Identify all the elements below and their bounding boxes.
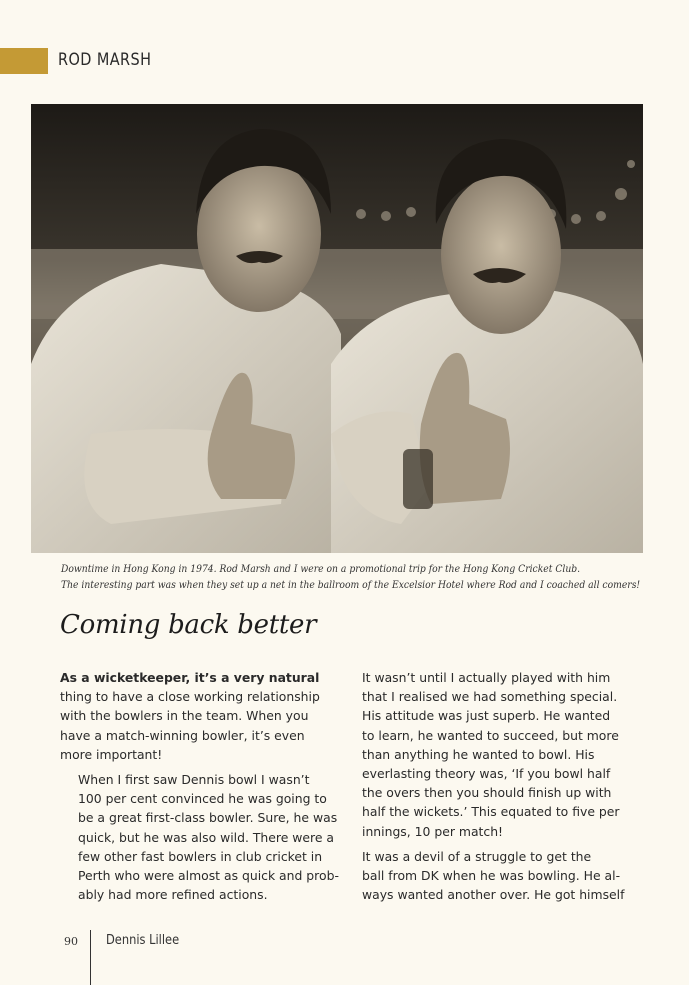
text-line: that I realised we had something special. <box>362 689 618 705</box>
running-footer-author: Dennis Lillee <box>106 933 180 948</box>
photo <box>31 104 643 553</box>
text-line: be a great first-class bowler. Sure, he was <box>78 810 338 826</box>
paragraph <box>60 668 332 764</box>
text-line: When I first saw Dennis bowl I wasn’t <box>78 772 310 788</box>
footer-divider <box>90 930 91 985</box>
photo-caption <box>61 562 641 594</box>
text-line: It wasn’t until I actually played with him <box>362 670 611 685</box>
text-line: It was a devil of a struggle to get the <box>362 848 592 864</box>
article-column-right <box>344 668 625 910</box>
text-line: more important! <box>60 746 163 762</box>
text-line: quick, but he was also wild. There were a <box>78 829 335 845</box>
text-line: have a match-winning bowler, it’s even <box>60 727 305 743</box>
text-line: half the wickets.’ This equated to five per <box>362 804 620 820</box>
text-line: 100 per cent convinced he was going to <box>78 791 327 807</box>
text-line: thing to have a close working relationship <box>60 689 320 705</box>
text-line: innings, 10 per match! <box>362 823 504 839</box>
lead-in: As a wicketkeeper, it’s a very natural <box>60 670 320 685</box>
paragraph <box>344 847 625 905</box>
paragraph <box>344 668 620 841</box>
section-accent-bar <box>0 48 48 74</box>
text-line: to learn, he wanted to succeed, but more <box>362 727 619 743</box>
section-title: ROD MARSH <box>58 50 152 70</box>
text-line: Perth who were almost as quick and prob- <box>78 868 339 884</box>
page-number: 90 <box>64 935 78 948</box>
caption-line: The interesting part was when they set up a net in the ballroom of the Excelsior Hotel where Rod and I coached all comers! <box>61 580 641 591</box>
text-line: with the bowlers in the team. When you <box>60 708 309 724</box>
paragraph <box>60 770 339 904</box>
text-line: the overs then you should finish up with <box>362 785 612 801</box>
caption-line: Downtime in Hong Kong in 1974. Rod Marsh and I were on a promotional trip for the Hong Kong Cricket Club. <box>61 564 581 575</box>
text-line: everlasting theory was, ‘If you bowl half <box>362 766 611 782</box>
text-line: few other fast bowlers in club cricket in <box>78 848 323 864</box>
text-line: ball from DK when he was bowling. He al- <box>362 868 621 884</box>
text-line: His attitude was just superb. He wanted <box>362 708 611 724</box>
article-column-left <box>60 668 339 910</box>
text-line: than anything he wanted to bowl. His <box>362 746 595 762</box>
text-line: ways wanted another over. He got himself <box>362 887 625 903</box>
text-line: ably had more refined actions. <box>78 887 268 903</box>
article-headline: Coming back better <box>60 610 317 640</box>
